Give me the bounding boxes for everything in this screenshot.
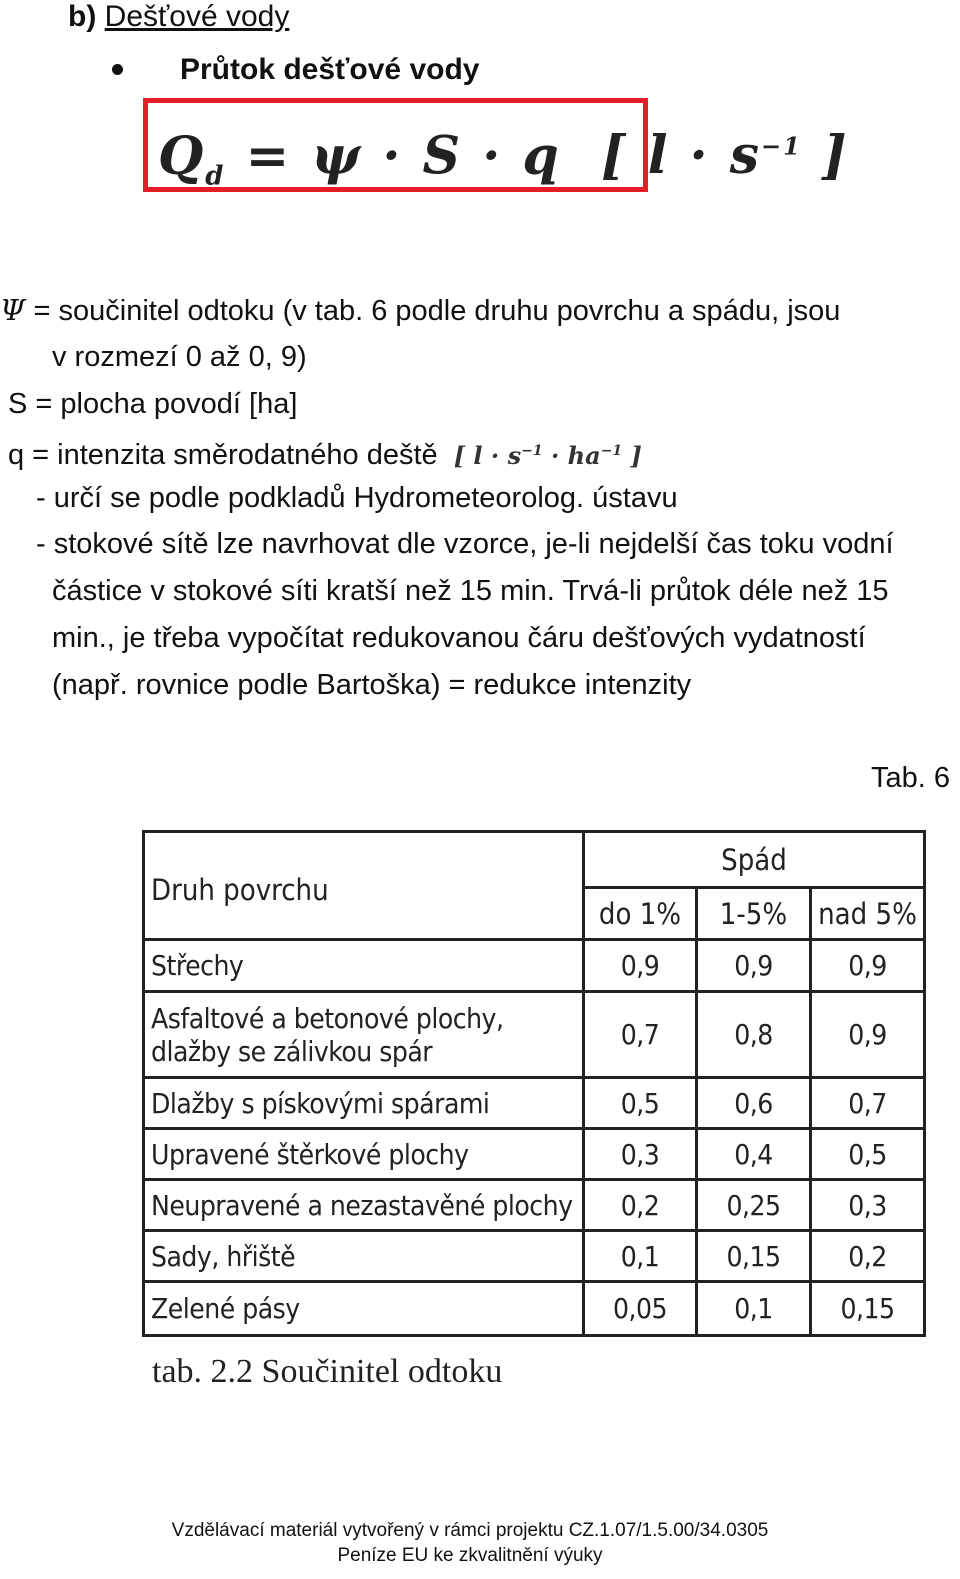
cell-value: 0,9 [811, 992, 925, 1078]
cell-value: 0,9 [584, 940, 697, 992]
row-label: Neupravené a nezastavěné plochy [144, 1180, 584, 1231]
header-slope: Spád [584, 832, 925, 888]
note-dash-1: - určí se podle podkladů Hydrometeorolog. ústavu [36, 482, 678, 514]
note-cont-3: (např. rovnice podle Bartoška) = redukce intenzity [52, 669, 692, 701]
flow-formula [158, 117, 849, 207]
cell-value: 0,5 [584, 1078, 697, 1129]
header-slope-mid: 1-5% [697, 888, 811, 940]
footer-line-2: Peníze EU ke zkvalitnění výuky [337, 1545, 603, 1566]
row-label: Zelené pásy [144, 1282, 584, 1336]
cell-value: 0,5 [811, 1129, 925, 1180]
cell-value: 0,25 [697, 1180, 811, 1231]
formula-lhs-subscript: d [205, 161, 226, 192]
cell-value: 0,9 [697, 940, 811, 992]
table-row [144, 1231, 925, 1282]
table-caption: tab. 2.2 Součinitel odtoku [152, 1353, 503, 1390]
q-text: q = intenzita směrodatného deště [8, 439, 438, 471]
table-row [144, 1282, 925, 1336]
cell-value: 0,8 [697, 992, 811, 1078]
cell-value: 0,7 [584, 992, 697, 1078]
row-label: Upravené štěrkové plochy [144, 1129, 584, 1180]
row-label: Asfaltové a betonové plochy, dlažby se zálivkou spár [144, 992, 584, 1078]
cell-value: 0,1 [584, 1231, 697, 1282]
table-row [144, 992, 925, 1078]
cell-value: 0,05 [584, 1282, 697, 1336]
header-surface-type: Druh povrchu [144, 832, 584, 940]
cell-value: 0,2 [584, 1180, 697, 1231]
cell-value: 0,15 [697, 1231, 811, 1282]
section-heading [68, 0, 289, 34]
row-label: Střechy [144, 940, 584, 992]
header-slope-low: do 1% [584, 888, 697, 940]
bullet-heading: Průtok dešťové vody [180, 53, 480, 86]
cell-value: 0,1 [697, 1282, 811, 1336]
cell-value: 0,4 [697, 1129, 811, 1180]
psi-symbol: Ψ [0, 293, 26, 327]
formula-unit: [ $l \cdot s^{-1}$ ] [600, 125, 849, 187]
q-unit: [ $l \cdot s^{-1} \cdot ha^{-1}$ ] [453, 441, 642, 470]
table-row [144, 1078, 925, 1129]
header-slope-high: nad 5% [811, 888, 925, 940]
formula-rhs: = ψ · S · q [245, 125, 561, 187]
cell-value: 0,3 [584, 1129, 697, 1180]
note-dash-2: - stokové sítě lze navrhovat dle vzorce, je-li nejdelší čas toku vodní [36, 528, 894, 560]
bullet-icon [112, 64, 123, 75]
footer-line-1: Vzdělávací materiál vytvořený v rámci projektu CZ.1.07/1.5.00/34.0305 [171, 1520, 769, 1541]
cell-value: 0,7 [811, 1078, 925, 1129]
note-cont-1: částice v stokové síti kratší než 15 min. Trvá-li průtok déle než 15 [52, 575, 889, 607]
table-row [144, 1180, 925, 1231]
cell-value: 0,3 [811, 1180, 925, 1231]
runoff-coefficient-table [142, 830, 926, 1337]
table-row [144, 940, 925, 992]
definition-psi-cont: v rozmezí 0 až 0, 9) [52, 341, 307, 373]
formula-box [143, 98, 849, 192]
cell-value: 0,15 [811, 1282, 925, 1336]
formula-lhs: Q [158, 125, 206, 187]
row-label: Sady, hřiště [144, 1231, 584, 1282]
cell-value: 0,2 [811, 1231, 925, 1282]
row-label: Dlažby s pískovými spárami [144, 1078, 584, 1129]
psi-text: = součinitel odtoku (v tab. 6 podle druhu povrchu a spádu, jsou [33, 295, 841, 327]
section-marker: b) [68, 0, 97, 33]
section-title: Dešťové vody [104, 0, 290, 33]
table-row [144, 1129, 925, 1180]
definition-q [8, 428, 642, 479]
note-cont-2: min., je třeba vypočítat redukovanou čáru dešťových vydatností [52, 622, 866, 654]
cell-value: 0,9 [811, 940, 925, 992]
definition-s: S = plocha povodí [ha] [8, 388, 298, 420]
table-label: Tab. 6 [871, 762, 950, 794]
definition-psi [0, 287, 840, 334]
cell-value: 0,6 [697, 1078, 811, 1129]
